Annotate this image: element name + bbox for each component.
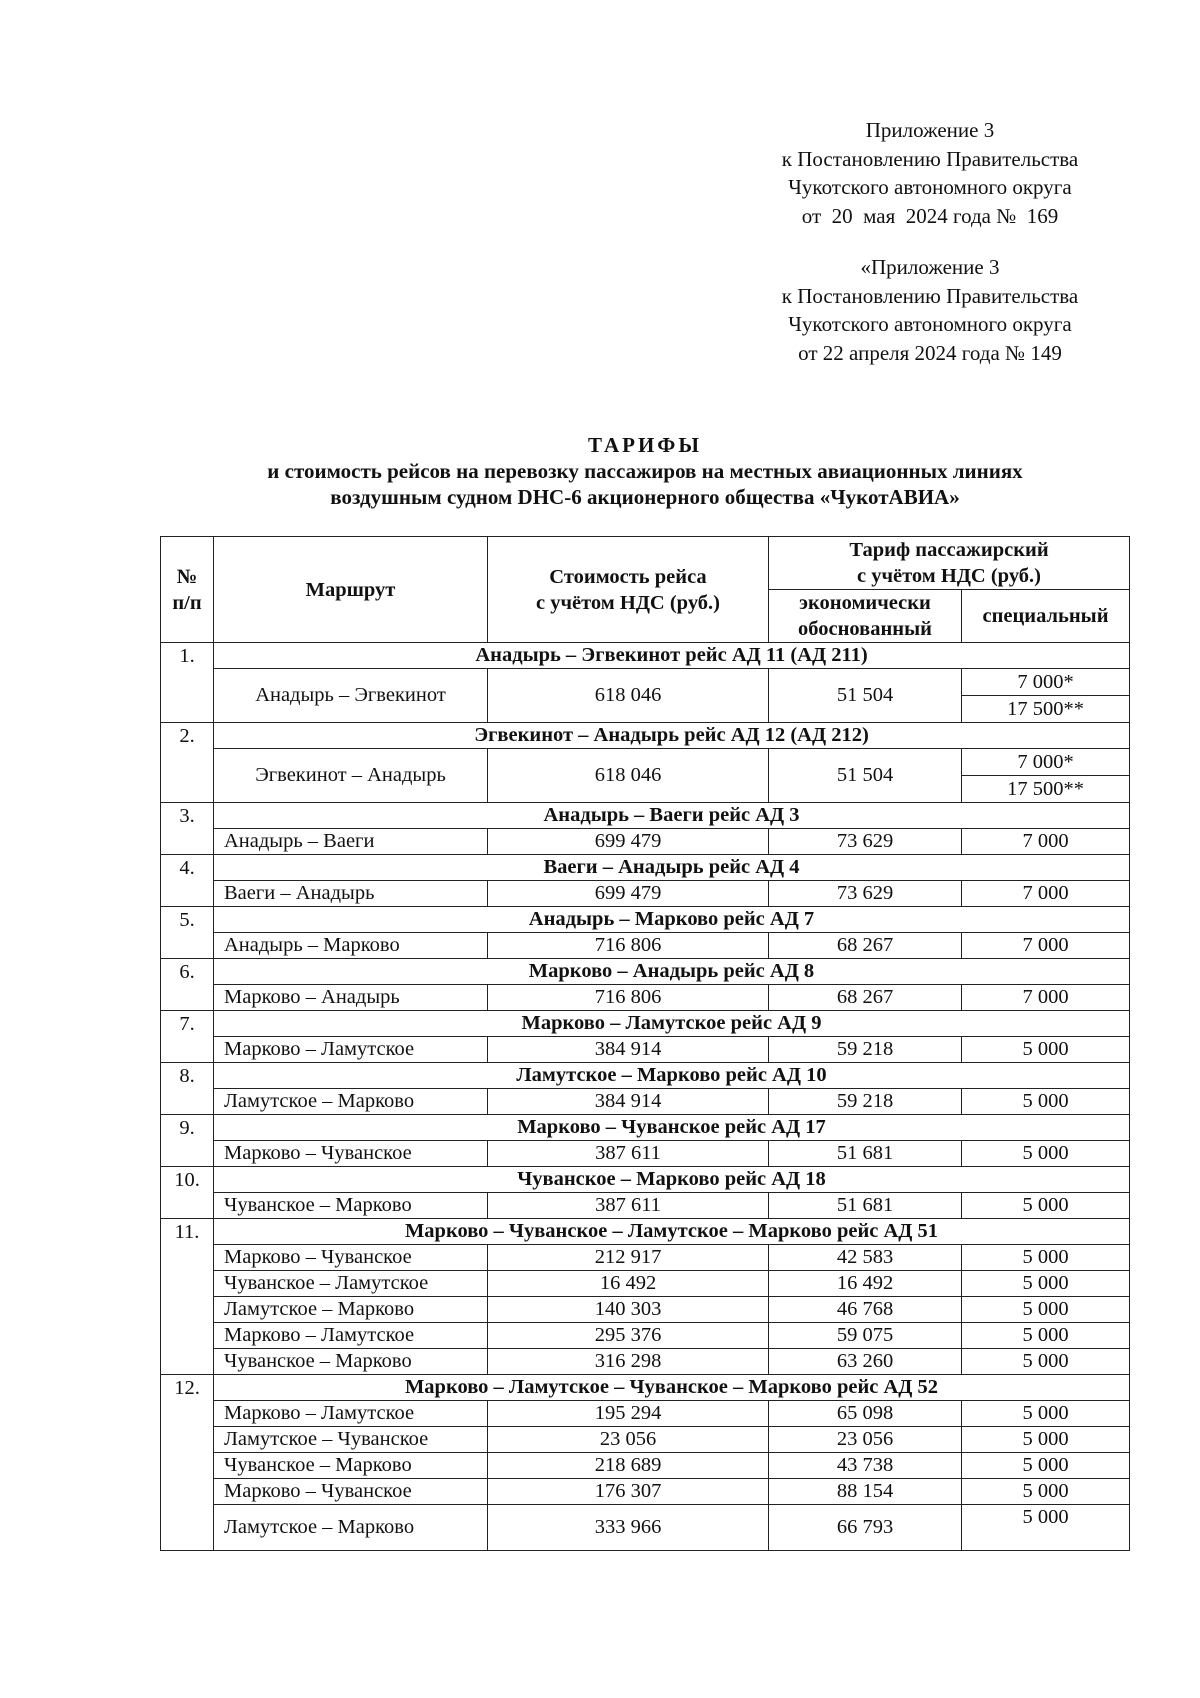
route-cell: Анадырь – Марково	[214, 933, 488, 959]
economic-tariff-cell: 59 075	[769, 1323, 962, 1349]
row-number: 10.	[161, 1167, 214, 1219]
table-row	[161, 1427, 1130, 1453]
route-cell: Эгвекинот – Анадырь	[214, 749, 488, 803]
cost-cell: 295 376	[488, 1323, 769, 1349]
economic-tariff-cell: 51 681	[769, 1141, 962, 1167]
route-cell: Марково – Чуванское	[214, 1141, 488, 1167]
table-group-header-row	[161, 1115, 1130, 1141]
row-number: 6.	[161, 959, 214, 1011]
table-row	[161, 829, 1130, 855]
route-cell: Ламутское – Марково	[214, 1505, 488, 1551]
economic-tariff-cell: 68 267	[769, 933, 962, 959]
cost-cell: 333 966	[488, 1505, 769, 1551]
special-tariff-cell: 5 000	[962, 1323, 1130, 1349]
flight-header: Марково – Анадырь рейс АД 8	[214, 959, 1130, 985]
cost-cell: 195 294	[488, 1401, 769, 1427]
route-cell: Ламутское – Чуванское	[214, 1427, 488, 1453]
cost-cell: 23 056	[488, 1427, 769, 1453]
route-cell: Анадырь – Эгвекинот	[214, 669, 488, 723]
flight-header: Анадырь – Марково рейс АД 7	[214, 907, 1130, 933]
flight-header: Ламутское – Марково рейс АД 10	[214, 1063, 1130, 1089]
table-row	[161, 1089, 1130, 1115]
table-row	[161, 1141, 1130, 1167]
header-route: Маршрут	[214, 537, 488, 643]
flight-header: Анадырь – Ваеги рейс АД 3	[214, 803, 1130, 829]
table-body	[161, 643, 1130, 1551]
special-tariff-value: 7 000*	[1017, 751, 1074, 773]
economic-tariff-cell: 59 218	[769, 1037, 962, 1063]
cost-cell: 140 303	[488, 1297, 769, 1323]
economic-tariff-cell: 66 793	[769, 1505, 962, 1551]
flight-header: Анадырь – Эгвекинот рейс АД 11 (АД 211)	[214, 643, 1130, 669]
special-tariff-value: 17 500**	[962, 695, 1129, 722]
special-tariff-cell: 5 000	[962, 1453, 1130, 1479]
special-tariff-cell: 5 000	[962, 1141, 1130, 1167]
table-row	[161, 1401, 1130, 1427]
table-row	[161, 1193, 1130, 1219]
economic-tariff-cell: 68 267	[769, 985, 962, 1011]
table-row	[161, 749, 1130, 803]
economic-tariff-cell: 63 260	[769, 1349, 962, 1375]
table-group-header-row	[161, 803, 1130, 829]
appendix-line: к Постановлению Правительства	[781, 146, 1079, 171]
table-row	[161, 933, 1130, 959]
route-cell: Чуванское – Марково	[214, 1453, 488, 1479]
table-group-header-row	[161, 1167, 1130, 1193]
table-row	[161, 1505, 1130, 1551]
table-row	[161, 1453, 1130, 1479]
title-line-1: ТАРИФЫ	[588, 433, 702, 457]
table-row	[161, 1271, 1130, 1297]
special-tariff-cell: 5 000	[962, 1297, 1130, 1323]
title-line-3: воздушным судном DHC-6 акционерного общества «ЧукотАВИА»	[330, 485, 960, 509]
cost-cell: 384 914	[488, 1089, 769, 1115]
appendix-previous-block	[680, 253, 1180, 367]
special-tariff-cell: 5 000	[962, 1349, 1130, 1375]
row-number: 8.	[161, 1063, 214, 1115]
table-group-header-row	[161, 1011, 1130, 1037]
appendix-line: к Постановлению Правительства	[781, 283, 1079, 308]
cost-cell: 387 611	[488, 1141, 769, 1167]
economic-tariff-cell: 46 768	[769, 1297, 962, 1323]
row-number: 3.	[161, 803, 214, 855]
special-tariff-cell	[962, 749, 1130, 803]
flight-header: Эгвекинот – Анадырь рейс АД 12 (АД 212)	[214, 723, 1130, 749]
route-cell: Марково – Анадырь	[214, 985, 488, 1011]
special-tariff-cell: 7 000	[962, 881, 1130, 907]
economic-tariff-cell: 51 504	[769, 749, 962, 803]
row-number: 11.	[161, 1219, 214, 1375]
special-tariff-cell: 5 000	[962, 1401, 1130, 1427]
flight-header: Ваеги – Анадырь рейс АД 4	[214, 855, 1130, 881]
route-cell: Ламутское – Марково	[214, 1297, 488, 1323]
special-tariff-value: 7 000*	[1017, 671, 1074, 693]
economic-tariff-cell: 16 492	[769, 1271, 962, 1297]
cost-cell: 716 806	[488, 985, 769, 1011]
table-row	[161, 985, 1130, 1011]
table-group-header-row	[161, 907, 1130, 933]
special-tariff-cell: 5 000	[962, 1245, 1130, 1271]
table-row	[161, 881, 1130, 907]
special-tariff-cell: 5 000	[962, 1427, 1130, 1453]
header-cost-line: Стоимость рейса	[549, 565, 707, 588]
cost-cell: 16 492	[488, 1271, 769, 1297]
economic-tariff-cell: 43 738	[769, 1453, 962, 1479]
table-group-header-row	[161, 643, 1130, 669]
header-economic-line: экономически	[799, 592, 931, 614]
special-tariff-cell: 5 000	[962, 1271, 1130, 1297]
route-cell: Чуванское – Марково	[214, 1193, 488, 1219]
table-row	[161, 1037, 1130, 1063]
appendix-line: Приложение 3	[865, 118, 995, 142]
table-group-header-row	[161, 959, 1130, 985]
flight-header: Марково – Ламутское рейс АД 9	[214, 1011, 1130, 1037]
appendix-line: Чукотского автономного округа	[788, 175, 1072, 199]
header-num	[161, 537, 214, 643]
table-row	[161, 1323, 1130, 1349]
special-tariff-cell: 5 000	[962, 1505, 1130, 1551]
economic-tariff-cell: 73 629	[769, 829, 962, 855]
header-num-line: п/п	[172, 591, 202, 614]
cost-cell: 387 611	[488, 1193, 769, 1219]
row-number: 9.	[161, 1115, 214, 1167]
tariff-table	[160, 536, 1130, 1551]
table-group-header-row	[161, 1063, 1130, 1089]
table-group-header-row	[161, 1219, 1130, 1245]
special-tariff-cell: 5 000	[962, 1089, 1130, 1115]
table-row	[161, 1479, 1130, 1505]
table-row	[161, 1245, 1130, 1271]
table-group-header-row	[161, 723, 1130, 749]
appendix-line: Чукотского автономного округа	[788, 312, 1072, 336]
flight-header: Марково – Чуванское рейс АД 17	[214, 1115, 1130, 1141]
header-tariff-line: с учётом НДС (руб.)	[857, 565, 1041, 587]
special-tariff-cell: 7 000	[962, 829, 1130, 855]
flight-header: Чуванское – Марково рейс АД 18	[214, 1167, 1130, 1193]
route-cell: Ваеги – Анадырь	[214, 881, 488, 907]
appendix-line: от 20 мая 2024 года № 169	[801, 203, 1059, 228]
cost-cell: 618 046	[488, 749, 769, 803]
appendix-line: от 22 апреля 2024 года № 149	[798, 340, 1062, 365]
route-cell: Ламутское – Марково	[214, 1089, 488, 1115]
economic-tariff-cell: 88 154	[769, 1479, 962, 1505]
header-tariff	[769, 537, 1130, 590]
flight-header: Марково – Чуванское – Ламутское – Марково рейс АД 51	[214, 1219, 1130, 1245]
row-number: 4.	[161, 855, 214, 907]
cost-cell: 699 479	[488, 829, 769, 855]
row-number: 2.	[161, 723, 214, 803]
table-group-header-row	[161, 1375, 1130, 1401]
economic-tariff-cell: 51 681	[769, 1193, 962, 1219]
route-cell: Анадырь – Ваеги	[214, 829, 488, 855]
header-num-line: №	[176, 565, 198, 588]
special-tariff-cell: 5 000	[962, 1479, 1130, 1505]
route-cell: Марково – Ламутское	[214, 1037, 488, 1063]
row-number: 5.	[161, 907, 214, 959]
header-economic-line: обоснованный	[798, 618, 932, 640]
header-cost	[488, 537, 769, 643]
cost-cell: 699 479	[488, 881, 769, 907]
economic-tariff-cell: 42 583	[769, 1245, 962, 1271]
title-line-2: и стоимость рейсов на перевозку пассажиров на местных авиационных линиях	[267, 459, 1023, 483]
special-tariff-value: 17 500**	[962, 775, 1129, 802]
table-row	[161, 1297, 1130, 1323]
economic-tariff-cell: 23 056	[769, 1427, 962, 1453]
header-special: специальный	[962, 590, 1130, 643]
special-tariff-cell: 7 000	[962, 933, 1130, 959]
cost-cell: 316 298	[488, 1349, 769, 1375]
cost-cell: 212 917	[488, 1245, 769, 1271]
table-row	[161, 1349, 1130, 1375]
special-tariff-cell: 5 000	[962, 1037, 1130, 1063]
cost-cell: 618 046	[488, 669, 769, 723]
route-cell: Чуванское – Ламутское	[214, 1271, 488, 1297]
header-economic	[769, 590, 962, 643]
special-tariff-cell: 5 000	[962, 1193, 1130, 1219]
economic-tariff-cell: 59 218	[769, 1089, 962, 1115]
cost-cell: 176 307	[488, 1479, 769, 1505]
route-cell: Марково – Чуванское	[214, 1245, 488, 1271]
header-cost-line: с учётом НДС (руб.)	[536, 591, 720, 614]
route-cell: Марково – Чуванское	[214, 1479, 488, 1505]
row-number: 12.	[161, 1375, 214, 1551]
row-number: 7.	[161, 1011, 214, 1063]
cost-cell: 716 806	[488, 933, 769, 959]
special-tariff-cell: 7 000	[962, 985, 1130, 1011]
appendix-current-block	[680, 116, 1180, 230]
cost-cell: 218 689	[488, 1453, 769, 1479]
route-cell: Чуванское – Марково	[214, 1349, 488, 1375]
special-tariff-cell	[962, 669, 1130, 723]
document-title	[150, 432, 1140, 510]
cost-cell: 384 914	[488, 1037, 769, 1063]
table-group-header-row	[161, 855, 1130, 881]
economic-tariff-cell: 73 629	[769, 881, 962, 907]
economic-tariff-cell: 65 098	[769, 1401, 962, 1427]
header-tariff-line: Тариф пассажирский	[849, 539, 1049, 561]
route-cell: Марково – Ламутское	[214, 1323, 488, 1349]
table-row	[161, 669, 1130, 723]
route-cell: Марково – Ламутское	[214, 1401, 488, 1427]
economic-tariff-cell: 51 504	[769, 669, 962, 723]
appendix-line: «Приложение 3	[860, 255, 1000, 279]
row-number: 1.	[161, 643, 214, 723]
flight-header: Марково – Ламутское – Чуванское – Марково рейс АД 52	[214, 1375, 1130, 1401]
